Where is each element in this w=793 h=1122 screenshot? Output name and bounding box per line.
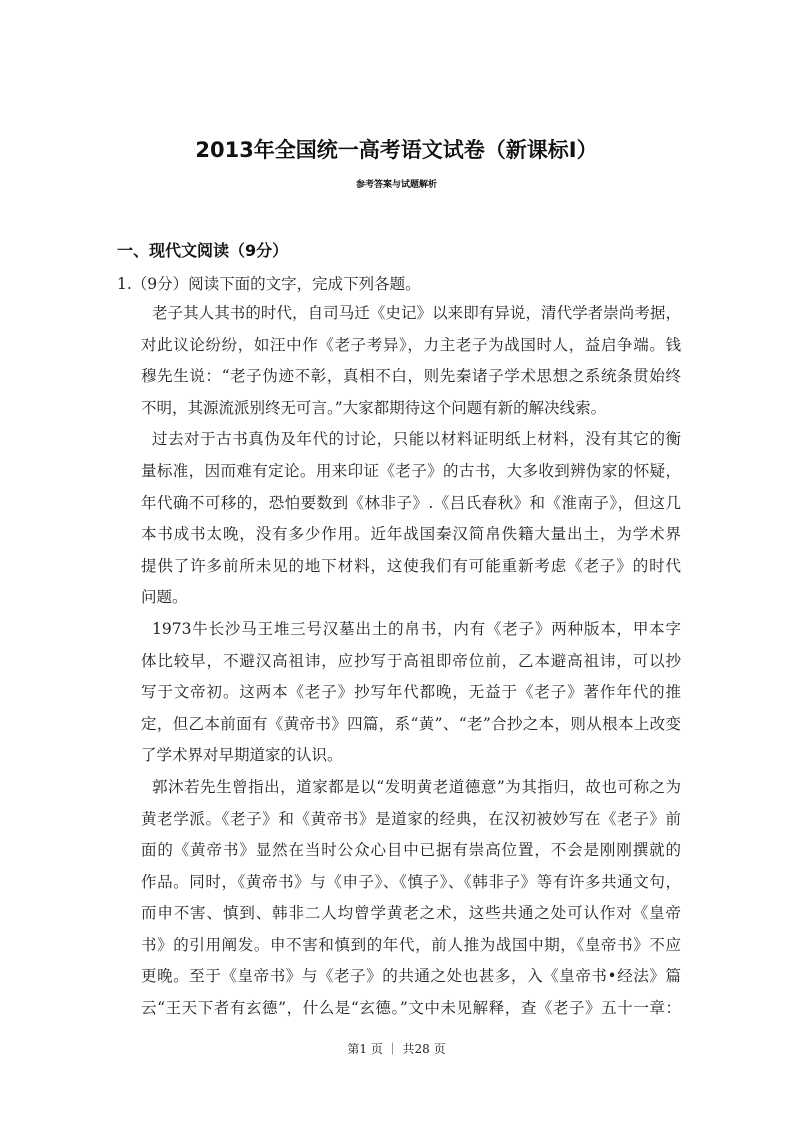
passage-line: 写于文帝初。这两本《老子》抄写年代都晚，无益于《老子》著作年代的推 (141, 683, 681, 702)
passage-line: 云“王天下者有玄德”，什么是“玄德。”文中未见解释，查《老子》五十一章： (141, 999, 681, 1018)
passage-line: 量标准，因而难有定论。用来印证《老子》的古书，大多收到辨伪家的怀疑， (141, 461, 681, 480)
passage-line: 提供了许多前所未见的地下材料，这使我们有可能重新考虑《老子》的时代 (141, 556, 681, 575)
passage-line: 更晚。至于《皇帝书》与《老子》的共通之处也甚多，入《皇帝书•经法》篇 (141, 967, 681, 986)
passage-line: 1973牛长沙马王堆三号汉墓出土的帛书，内有《老子》两种版本，甲本字 (152, 619, 681, 638)
passage-line: 老子其人其书的时代，自司马迁《史记》以来即有异说，清代学者崇尚考据， (152, 304, 681, 322)
passage-line: 而申不害、慎到、韩非二人均曾学黄老之术，这些共通之处可认作对《皇帝 (141, 904, 681, 923)
passage-line: 过去对于古书真伪及年代的讨论，只能以材料证明纸上材料，没有其它的衡 (152, 430, 681, 449)
passage-line: 定，但乙本前面有《黄帝书》四篇，系“黄”、“老”合抄之本，则从根本上改变 (141, 714, 681, 733)
passage-line: 了学术界对早期道家的认识。 (141, 746, 343, 765)
passage-body (141, 298, 681, 1025)
page-footer: 第1 页 ｜ 共28 页 (347, 1042, 446, 1056)
document-subtitle: 参考答案与试题解析 (355, 180, 437, 190)
section-heading: 一、现代文阅读（9分） (117, 241, 289, 260)
passage-line: 问题。 (141, 588, 188, 607)
passage-line: 不明，其源流派别终无可言。”大家都期待这个问题有新的解决线索。 (141, 398, 607, 417)
passage-line: 郭沐若先生曾指出，道家都是以“发明黄老道德意”为其指归，故也可称之为 (152, 777, 681, 796)
passage-line: 穆先生说：“老子伪迹不彰，真相不白，则先秦诸子学术思想之系统条贯始终 (141, 367, 681, 386)
passage-line: 作品。同时，《黄帝书》与《申子》、《慎子》、《韩非子》等有许多共通文句， (141, 872, 681, 891)
passage-line: 书》的引用阐发。申不害和慎到的年代，前人推为战国中期，《皇帝书》不应 (141, 935, 681, 954)
passage-line: 黄老学派。《老子》和《黄帝书》是道家的经典，在汉初被妙写在《老子》前 (141, 809, 681, 828)
passage-line: 面的《黄帝书》显然在当时公众心目中已据有崇高位置，不会是刚刚撰就的 (141, 841, 681, 860)
document-title: 2013年全国统一高考语文试卷（新课标Ⅰ） (195, 138, 598, 162)
passage-line: 年代确不可移的，恐怕要数到《林非子》.《吕氏春秋》和《淮南子》，但这几 (141, 493, 681, 512)
passage-line: 对此议论纷纷，如汪中作《老子考异》，力主老子为战国时人，益启争端。钱 (141, 335, 681, 354)
question-prompt: 1.（9分）阅读下面的文字，完成下列各题。 (117, 275, 421, 293)
passage-line: 本书成书太晚，没有多少作用。近年战国秦汉简帛佚籍大量出土，为学术界 (141, 525, 681, 544)
passage-line: 体比较早，不避汉高祖讳，应抄写于高祖即帝位前，乙本避高祖讳，可以抄 (141, 651, 681, 670)
